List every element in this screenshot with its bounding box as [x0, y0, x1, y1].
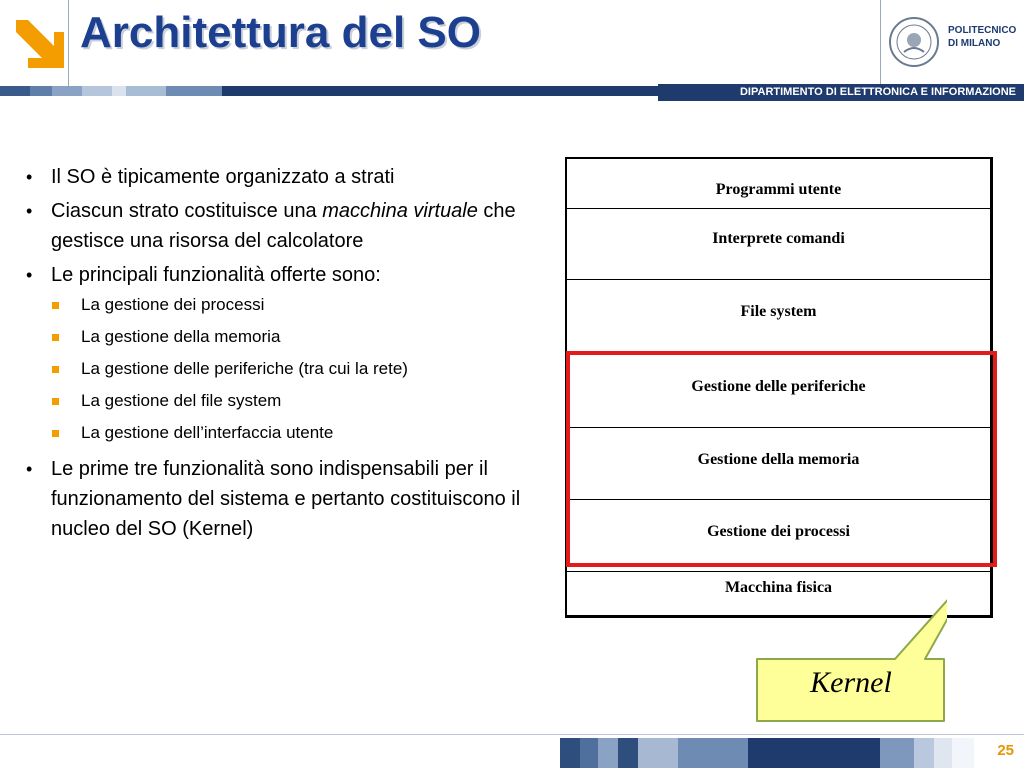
politecnico-arrow-logo: [10, 14, 64, 68]
sub-bullet-item: [0, 294, 565, 316]
department-banner: DIPARTIMENTO DI ELETTRONICA E INFORMAZIONE: [658, 84, 1024, 101]
bullet-text: che gestisce una risorsa del calcolatore: [51, 200, 516, 252]
sub-bullet-item: [0, 326, 565, 348]
layer-gestione-processi: Gestione dei processi: [567, 499, 990, 572]
bullet-dot: •: [26, 459, 33, 479]
kernel-highlight-box: [566, 351, 997, 567]
sub-bullet-item: [0, 358, 565, 380]
footer-color-band: [560, 738, 1024, 768]
sub-bullet-text: La gestione dell’interfaccia utente: [81, 423, 334, 442]
bullet-item: [20, 196, 565, 256]
bullet-item: [20, 260, 565, 290]
kernel-label: Kernel: [810, 666, 892, 699]
politecnico-seal-logo: [888, 16, 940, 68]
header-divider: [880, 0, 881, 86]
bullet-dot: •: [26, 265, 33, 285]
bullet-text: Ciascun strato costituisce una: [51, 200, 323, 222]
square-bullet-icon: [52, 430, 59, 437]
sub-bullet-text: La gestione delle periferiche (tra cui la rete): [81, 359, 408, 378]
sub-bullet-text: La gestione del file system: [81, 391, 282, 410]
bullet-dot: •: [26, 167, 33, 187]
header-divider: [68, 0, 69, 86]
footer-divider: [0, 734, 1024, 735]
bullet-emphasis: macchina virtuale: [322, 200, 478, 222]
bullet-text: Le principali funzionalità offerte sono:: [51, 264, 381, 286]
square-bullet-icon: [52, 334, 59, 341]
sub-bullet-item: [0, 422, 565, 444]
bullet-text: Le prime tre funzionalità sono indispensabili per il funzionamento del sistema e pertanto costituiscono il nucleo del SO (Kernel): [51, 458, 521, 540]
sub-bullet-item: [0, 390, 565, 412]
slide-content: [20, 162, 565, 548]
sub-bullet-list: [0, 294, 565, 444]
sub-bullet-text: La gestione della memoria: [81, 327, 281, 346]
sub-bullet-text: La gestione dei processi: [81, 295, 265, 314]
page-title: Architettura del SO: [80, 8, 481, 57]
bullet-item: [20, 162, 565, 192]
square-bullet-icon: [52, 366, 59, 373]
layer-programmi-utente: Programmi utente: [567, 159, 990, 209]
layer-file-system: File system: [567, 279, 990, 352]
institution-name: POLITECNICO DI MILANO: [948, 25, 1017, 49]
bullet-dot: •: [26, 201, 33, 221]
square-bullet-icon: [52, 302, 59, 309]
layer-macchina-fisica: Macchina fisica: [724, 579, 833, 596]
layer-gestione-memoria: Gestione della memoria: [567, 427, 990, 500]
square-bullet-icon: [52, 398, 59, 405]
bullet-text: Il SO è tipicamente organizzato a strati: [51, 166, 395, 188]
layer-gestione-periferiche: Gestione delle periferiche: [567, 351, 990, 428]
page-number: 25: [997, 742, 1014, 759]
layer-interprete-comandi: Interprete comandi: [567, 208, 990, 280]
bullet-item: [20, 454, 565, 544]
